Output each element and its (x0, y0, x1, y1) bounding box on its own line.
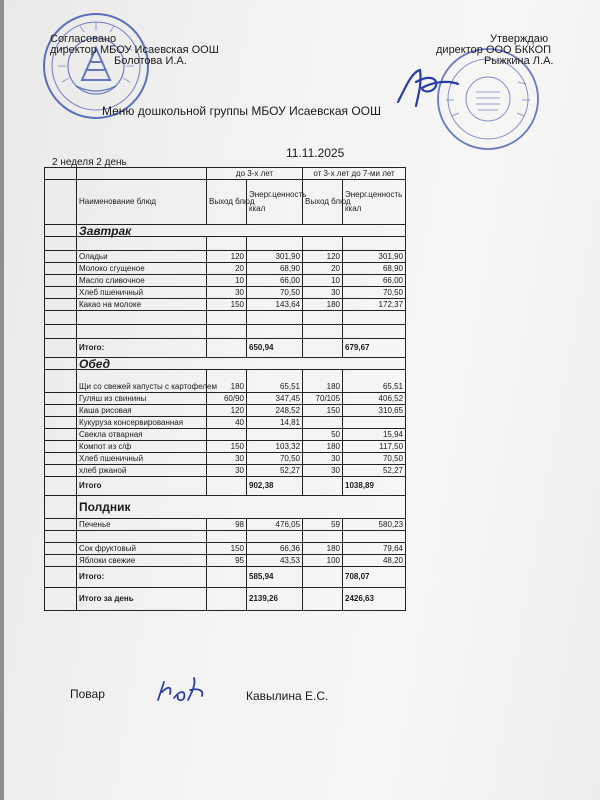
dish-output-1 (207, 429, 247, 441)
dish-output-2: 30 (303, 287, 343, 299)
dish-kcal-1: 66,36 (247, 543, 303, 555)
dish-name: Кукуруза консервированная (77, 417, 207, 429)
dish-name: Щи со свежей капусты с картофелем (77, 370, 207, 393)
dish-output-2: 120 (303, 251, 343, 263)
col-energy2-header (343, 180, 406, 225)
total-row-lunch (45, 477, 406, 496)
table-row (45, 543, 406, 555)
section-title-breakfast: Завтрак (77, 225, 406, 237)
table-row (45, 441, 406, 453)
dish-kcal-1: 347,45 (247, 393, 303, 405)
total-label: Итого: (77, 567, 207, 588)
age-group-2-header: от 3-х лет до 7-ми лет (303, 168, 406, 180)
dish-output-2: 150 (303, 405, 343, 417)
table-row (45, 465, 406, 477)
dish-name: Яблоки свежие (77, 555, 207, 567)
dish-output-2: 180 (303, 299, 343, 311)
day-total-value-1: 2139,26 (247, 588, 303, 611)
dish-kcal-2: 117,50 (343, 441, 406, 453)
section-row-lunch (45, 358, 406, 370)
dish-output-2: 100 (303, 555, 343, 567)
dish-kcal-1: 248,52 (247, 405, 303, 417)
dish-name: Сок фруктовый (77, 543, 207, 555)
dish-kcal-1: 143,64 (247, 299, 303, 311)
dish-output-1: 30 (207, 465, 247, 477)
col-kcal2-label: ккал (345, 204, 362, 213)
dish-output-1: 95 (207, 555, 247, 567)
dish-output-1: 120 (207, 251, 247, 263)
dish-kcal-2: 15,94 (343, 429, 406, 441)
section-row-breakfast (45, 225, 406, 237)
col-output-header: Выход блюд (207, 180, 247, 225)
total-label: Итого: (77, 339, 207, 358)
dish-kcal-2: 580,23 (343, 519, 406, 531)
dish-kcal-1: 52,27 (247, 465, 303, 477)
dish-name: Какао на молоке (77, 299, 207, 311)
dish-name: Оладьи (77, 251, 207, 263)
dish-output-1: 150 (207, 543, 247, 555)
dish-name: хлеб ржаной (77, 465, 207, 477)
dish-output-1: 20 (207, 263, 247, 275)
dish-output-2: 10 (303, 275, 343, 287)
total-label: Итого (77, 477, 207, 496)
total-value-2: 1038,89 (343, 477, 406, 496)
table-row (45, 417, 406, 429)
dish-name: Хлеб пшеничный (77, 453, 207, 465)
total-value-1: 650,94 (247, 339, 303, 358)
dish-kcal-2: 172,37 (343, 299, 406, 311)
dish-output-1: 150 (207, 299, 247, 311)
dish-kcal-2: 79,64 (343, 543, 406, 555)
dish-kcal-1: 14,81 (247, 417, 303, 429)
total-row-snack (45, 567, 406, 588)
dish-output-2: 20 (303, 263, 343, 275)
dish-name: Хлеб пшеничный (77, 287, 207, 299)
table-row (45, 393, 406, 405)
dish-output-1: 120 (207, 405, 247, 417)
dish-output-1: 98 (207, 519, 247, 531)
total-value-2: 708,07 (343, 567, 406, 588)
dish-kcal-1: 68,90 (247, 263, 303, 275)
day-total-value-2: 2426,63 (343, 588, 406, 611)
dish-name: Свекла отварная (77, 429, 207, 441)
dish-kcal-2: 406,52 (343, 393, 406, 405)
approval-left-name: Болотова И.А. (114, 55, 187, 67)
col-energy-label: Энерг.ценность (249, 190, 307, 199)
table-row (45, 555, 406, 567)
cook-signature (154, 674, 210, 708)
dish-output-1: 40 (207, 417, 247, 429)
dish-output-2: 180 (303, 441, 343, 453)
table-row (45, 275, 406, 287)
dish-output-2: 180 (303, 370, 343, 393)
section-row-snack (45, 496, 406, 519)
dish-kcal-2 (343, 417, 406, 429)
document-sheet (4, 0, 600, 800)
dish-kcal-1 (247, 429, 303, 441)
approval-left-position: директор МБОУ Исаевская ООШ (50, 44, 219, 56)
table-row (45, 405, 406, 417)
cook-label: Повар (70, 687, 105, 701)
menu-date: 11.11.2025 (286, 146, 345, 160)
total-value-2: 679,67 (343, 339, 406, 358)
day-total-label: Итого за день (77, 588, 207, 611)
table-row (45, 429, 406, 441)
dish-output-2 (303, 417, 343, 429)
dish-kcal-1: 43,53 (247, 555, 303, 567)
dish-output-2: 180 (303, 543, 343, 555)
dish-output-1: 150 (207, 441, 247, 453)
director-signature (392, 62, 472, 112)
dish-output-2: 30 (303, 453, 343, 465)
table-row (45, 519, 406, 531)
table-row (45, 370, 406, 393)
table-row (45, 299, 406, 311)
dish-output-1: 30 (207, 287, 247, 299)
section-title-snack: Полдник (77, 496, 406, 519)
dish-output-2: 30 (303, 465, 343, 477)
dish-output-1: 10 (207, 275, 247, 287)
dish-name: Компот из с/ф (77, 441, 207, 453)
week-day-label: 2 неделя 2 день (52, 157, 127, 168)
dish-kcal-2: 310,65 (343, 405, 406, 417)
day-total-row (45, 588, 406, 611)
menu-table (44, 167, 406, 611)
table-row (45, 453, 406, 465)
section-title-lunch: Обед (77, 358, 406, 370)
table-row (45, 251, 406, 263)
dish-output-1: 180 (207, 370, 247, 393)
dish-output-2: 70/105 (303, 393, 343, 405)
dish-kcal-2: 68,90 (343, 263, 406, 275)
dish-kcal-2: 52,27 (343, 465, 406, 477)
menu-title: Меню дошкольной группы МБОУ Исаевская ООШ (102, 104, 381, 118)
dish-kcal-1: 65,51 (247, 370, 303, 393)
approval-right-label: Утверждаю (490, 33, 549, 45)
dish-kcal-1: 70,50 (247, 453, 303, 465)
col-output2-header: Выход блюд (303, 180, 343, 225)
dish-kcal-1: 301,90 (247, 251, 303, 263)
dish-kcal-1: 66,00 (247, 275, 303, 287)
total-value-1: 902,38 (247, 477, 303, 496)
dish-kcal-2: 66,00 (343, 275, 406, 287)
dish-name: Масло сливочное (77, 275, 207, 287)
age-group-1-header: до 3-х лет (207, 168, 303, 180)
table-row (45, 263, 406, 275)
dish-name: Молоко сгущеное (77, 263, 207, 275)
total-row-breakfast (45, 339, 406, 358)
col-name-header: Наименование блюд (77, 180, 207, 225)
dish-name: Каша рисовая (77, 405, 207, 417)
dish-kcal-1: 70,50 (247, 287, 303, 299)
dish-name: Гуляш из свинины (77, 393, 207, 405)
dish-kcal-2: 48,20 (343, 555, 406, 567)
dish-kcal-2: 301,90 (343, 251, 406, 263)
dish-kcal-1: 103,32 (247, 441, 303, 453)
dish-kcal-2: 70,50 (343, 287, 406, 299)
col-energy2-label: Энерг.ценность (345, 190, 403, 199)
dish-name: Печенье (77, 519, 207, 531)
dish-output-2: 50 (303, 429, 343, 441)
table-header-age-row (45, 168, 406, 180)
col-kcal-label: ккал (249, 204, 266, 213)
dish-output-2: 59 (303, 519, 343, 531)
dish-output-1: 30 (207, 453, 247, 465)
dish-kcal-2: 70,50 (343, 453, 406, 465)
approval-right-name: Рыжкина Л.А. (484, 55, 554, 67)
dish-kcal-1: 476,05 (247, 519, 303, 531)
dish-output-1: 60/90 (207, 393, 247, 405)
cook-name: Кавылина Е.С. (246, 689, 329, 703)
total-value-1: 585,94 (247, 567, 303, 588)
table-header-row (45, 180, 406, 225)
approval-right-position: директор ООО БККОП (436, 44, 552, 56)
approval-left-label: Согласовано (50, 33, 117, 45)
dish-kcal-2: 65,51 (343, 370, 406, 393)
table-row (45, 287, 406, 299)
